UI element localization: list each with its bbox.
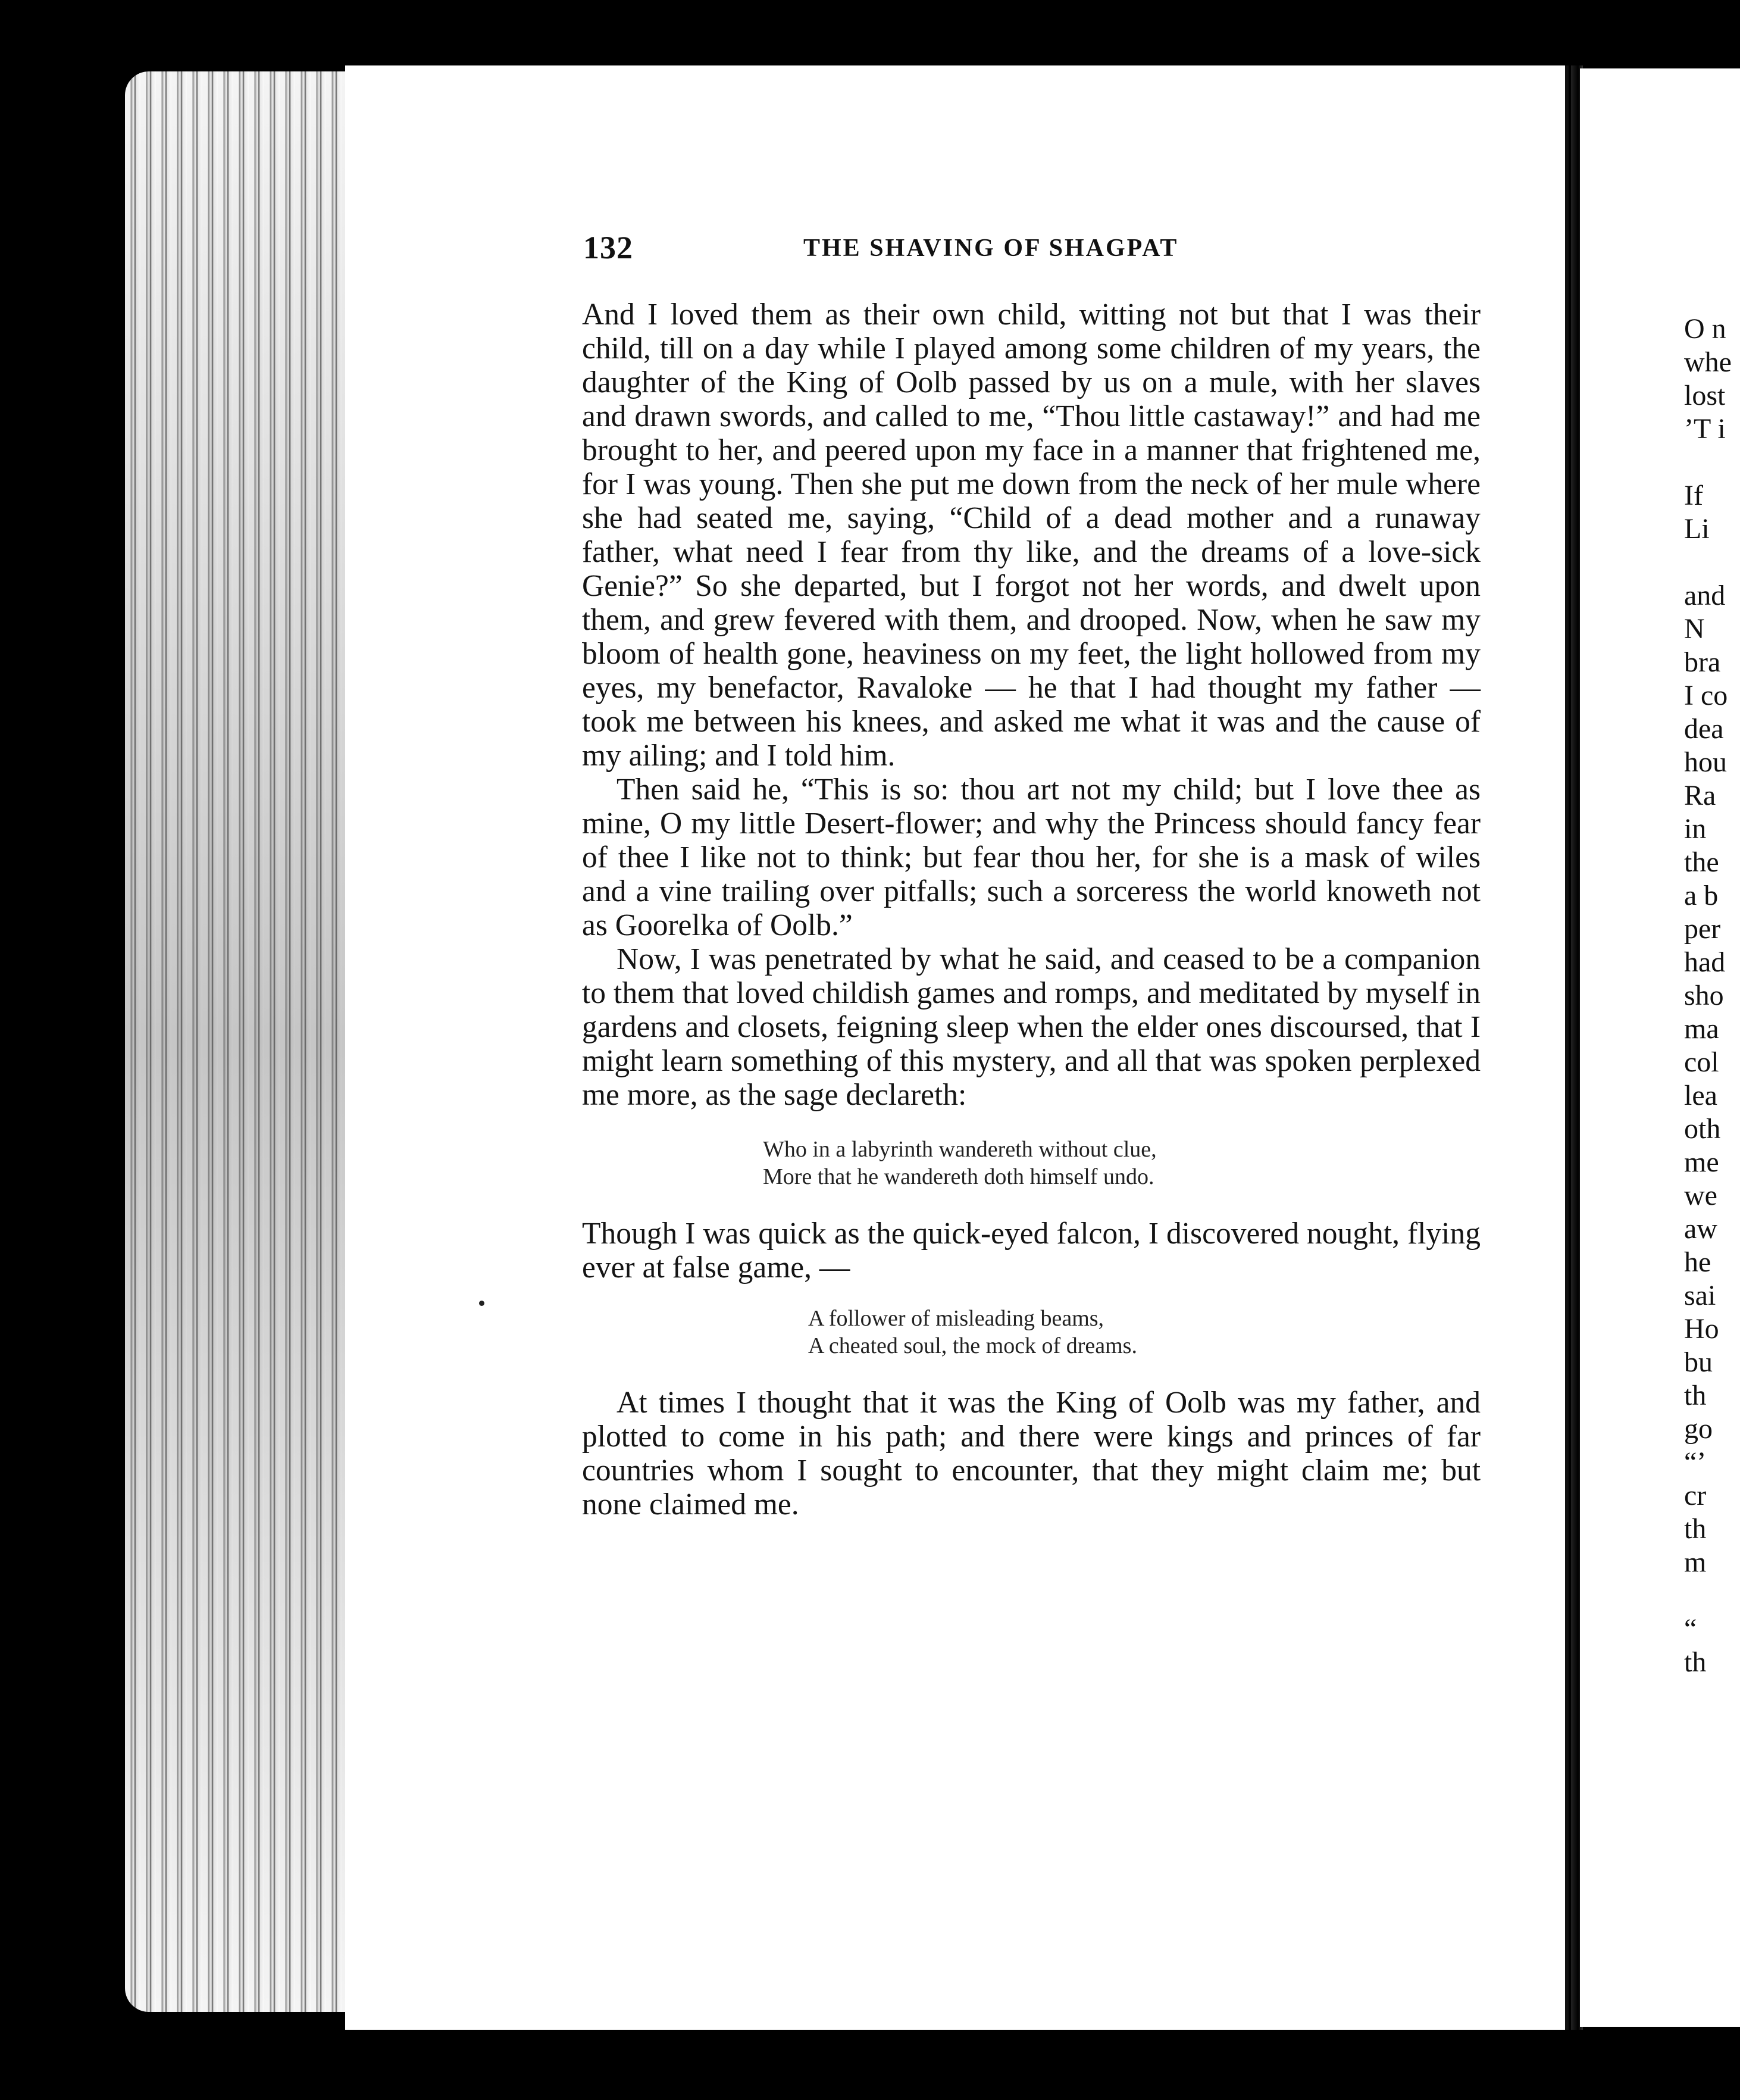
facing-page-line: “’ — [1684, 1446, 1707, 1478]
facing-page-line: th — [1684, 1646, 1707, 1678]
facing-page-line: dea — [1684, 713, 1724, 745]
facing-page-line: had — [1684, 946, 1726, 978]
facing-page-line: bu — [1684, 1346, 1713, 1378]
verse-line: More that he wandereth doth himself undo. — [763, 1164, 1154, 1189]
facing-page-line: m — [1684, 1546, 1707, 1578]
verse-quote-2 — [582, 1305, 1481, 1360]
paragraph-1: And I loved them as their own child, witting not but that I was their child, till on a day while I played among some children of my years, the daughter of the King of Oolb passed by us on a mule, with her slaves and drawn swords, and called to me, “Thou little castaway!” and had me brought to her, and peered upon my face in a manner that frightened me, for I was young. Then she put me down from the neck of her mule where she had seated me, saying, “Child of a dead mother and a runaway father, what need I fear from thy like, and the dreams of a love-sick Genie?” So she departed, but I forgot not her words, and dwelt upon them, and grew fevered with them, and drooped. Now, when he saw my bloom of health gone, heaviness on my feet, the light hollowed from my eyes, my benefactor, Ravaloke — he that I had thought my father — took me between his knees, and asked me what it was and the cause of my ailing; and I told him. — [582, 298, 1481, 773]
facing-page-line: “ — [1684, 1613, 1697, 1645]
facing-page-line: the — [1684, 846, 1719, 878]
facing-page-line: oth — [1684, 1113, 1721, 1145]
running-title: THE SHAVING OF SHAGPAT — [803, 235, 1179, 262]
facing-page-line: whe — [1684, 346, 1732, 378]
facing-page-line: O n — [1684, 313, 1726, 345]
facing-page-line: Ho — [1684, 1313, 1719, 1345]
facing-page-line: lost — [1684, 380, 1726, 411]
facing-page-line — [1684, 546, 1740, 579]
verse-line: Who in a labyrinth wandereth without clue, — [763, 1137, 1157, 1162]
facing-page-text — [1684, 312, 1740, 1679]
facing-page-line: we — [1684, 1180, 1717, 1211]
facing-page-line: cr — [1684, 1480, 1707, 1511]
verse-line: A cheated soul, the mock of dreams. — [808, 1333, 1137, 1358]
paragraph-5: At times I thought that it was the King of Oolb was my father, and plotted to come in his path; and there were kings and princes of far countries whom I sought to encounter, that they might claim me; but none claimed me. — [582, 1386, 1481, 1521]
facing-page-line: per — [1684, 913, 1721, 945]
facing-page-line: N — [1684, 613, 1705, 645]
facing-page-line: me — [1684, 1146, 1719, 1178]
facing-page-line: go — [1684, 1413, 1713, 1445]
facing-page-line: col — [1684, 1046, 1719, 1078]
page-number: 132 — [583, 230, 633, 265]
page-header — [583, 229, 1256, 271]
facing-page-line: I co — [1684, 680, 1728, 711]
ink-speck — [479, 1301, 484, 1306]
facing-page-line: Ra — [1684, 780, 1716, 811]
facing-page-line: sho — [1684, 980, 1724, 1011]
facing-page-line — [1684, 1579, 1740, 1612]
facing-page-line: th — [1684, 1513, 1707, 1545]
facing-page-line: Li — [1684, 513, 1710, 545]
verse-quote-1 — [582, 1136, 1481, 1190]
facing-page-line: in — [1684, 813, 1707, 845]
facing-page-line: th — [1684, 1380, 1707, 1411]
paragraph-2: Then said he, “This is so: thou art not my child; but I love thee as mine, O my little Desert-flower; and why the Princess should fancy fear of thee I like not to think; but fear thou her, for she is a mask of wiles and a vine trailing over pitfalls; such a sorceress the world knoweth not as Goorelka of Oolb.” — [582, 773, 1481, 942]
facing-page-line: hou — [1684, 746, 1727, 778]
facing-page-line: he — [1684, 1246, 1711, 1278]
page-body — [582, 298, 1481, 1521]
facing-page-line: a b — [1684, 880, 1719, 911]
verse-line: A follower of misleading beams, — [808, 1306, 1104, 1331]
facing-page-line: sai — [1684, 1280, 1716, 1311]
paragraph-3: Now, I was penetrated by what he said, and ceased to be a companion to them that loved childish games and romps, and meditated by myself in gardens and closets, feigning sleep when the elder ones discoursed, that I might learn something of this mystery, and all that was spoken perplexed me more, as the sage declareth: — [582, 942, 1481, 1112]
facing-page-line — [1684, 446, 1740, 479]
paragraph-4: Though I was quick as the quick-eyed falcon, I discovered nought, flying ever at false game, — — [582, 1217, 1481, 1285]
facing-page-line: bra — [1684, 646, 1721, 678]
facing-page-line: If — [1684, 480, 1703, 511]
facing-page-line: aw — [1684, 1213, 1717, 1245]
facing-page-line: lea — [1684, 1080, 1717, 1111]
facing-page-line: ’T i — [1684, 413, 1726, 445]
facing-page-line: and — [1684, 580, 1726, 611]
facing-page-line: ma — [1684, 1013, 1719, 1045]
